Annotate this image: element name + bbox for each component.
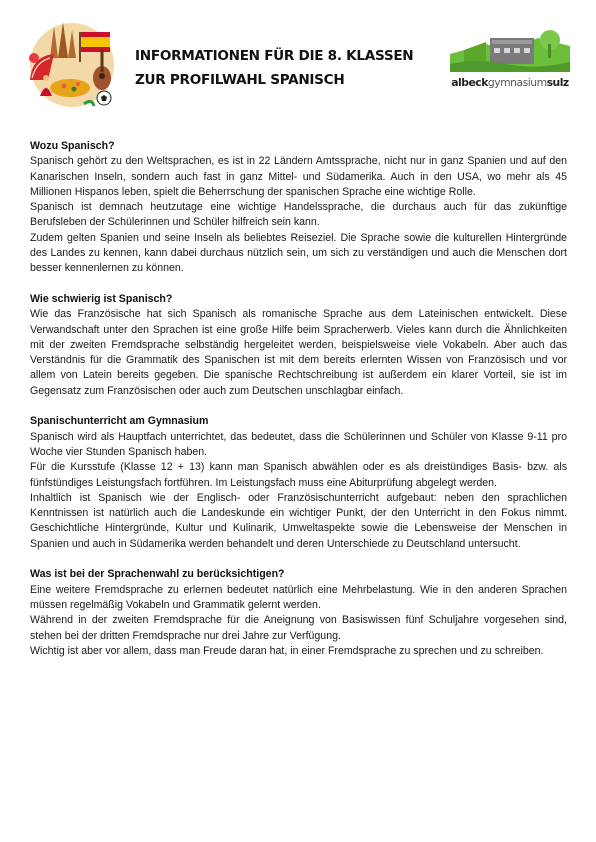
- paragraph: Wichtig ist aber vor allem, dass man Freude daran hat, in einer Fremdsprache zu sprechen und zu schreiben.: [30, 644, 544, 657]
- paragraph: Eine weitere Fremdsprache zu erlernen bedeutet natürlich eine Mehrbelastung. Wie in den anderen Sprachen müssen regelmäßig Vokabeln und Grammatik gelernt werden.: [30, 583, 567, 611]
- school-logo: [446, 24, 574, 92]
- section-heading: Spanischunterricht am Gymnasium: [30, 415, 209, 428]
- section-heading: Wozu Spanisch?: [30, 140, 115, 152]
- title-block: [135, 44, 413, 92]
- page-title-line-1: INFORMATIONEN FÜR DIE 8. KLASSEN: [135, 48, 414, 64]
- paragraph: Spanisch gehört zu den Weltsprachen, es ist in 22 Ländern Amtssprache, nicht nur in ganz Spanien und auf den Kanarischen Inseln, sondern auch fast in ganz Mittel- und Südamerika. Auch in den USA, wo mehr als 45 Millionen Hispanos leben, spielt die Beherrschung der spanischen Sprache eine wichtige Rolle.: [30, 155, 567, 198]
- school-logo-text: [446, 76, 574, 89]
- section-wie-schwierig: [30, 292, 567, 399]
- spain-clipart-image: [22, 18, 122, 110]
- document-body: [30, 139, 567, 674]
- paragraph: Wie das Französische hat sich Spanisch als romanische Sprache aus dem Lateinischen entwickelt. Diese Verwandschaft unter den Sprachen ist eine große Hilfe beim Spracherwerb. Vieles kann durch die Ähnlichkeiten mit der zweiten Fremdsprache selbständig hergeleitet werden, beispielsweise viele Vokabeln. Aber auch das Verständnis für die Grammatik des Spanischen ist mit dem bereits erlernten Wissen von Französisch und vor allem von Latein bereits gegeben. Die spanische Rechtschreibung ist außerdem ein klarer Vorteil, sie ist im Gegensatz zum Französischen oder auch zum Deutschen unschlagbar einfach.: [30, 308, 567, 397]
- paragraph: Während in der zweiten Fremdsprache für die Aneignung von Basiswissen fünf Schuljahre vorgesehen sind, stehen bei der dritten Fremdsprache nur drei Jahre zur Verfügung.: [30, 614, 567, 642]
- section-heading: Wie schwierig ist Spanisch?: [30, 292, 173, 305]
- logo-text-sulz: sulz: [546, 76, 569, 89]
- section-heading: Was ist bei der Sprachenwahl zu berücksichtigen?: [30, 568, 285, 581]
- page-title-line-2: ZUR PROFILWAHL SPANISCH: [135, 72, 345, 88]
- paragraph: Zudem gelten Spanien und seine Inseln als beliebtes Reiseziel. Die Sprache sowie die kulturellen Hintergründe des Landes zu kennen, kann dabei durchaus nützlich sein, um sich zu verständigen und auch die Menschen dort besser kennenlernen zu können.: [30, 231, 567, 275]
- section-sprachenwahl: [30, 567, 567, 659]
- logo-text-gymnasium: gymnasium: [487, 76, 547, 89]
- school-logo-graphic: [446, 24, 574, 74]
- section-spanischunterricht: [30, 414, 567, 552]
- paragraph: Spanisch wird als Hauptfach unterrichtet, das bedeutet, dass die Schülerinnen und Schüler von Klasse 9-11 pro Woche vier Stunden Spanisch haben.: [30, 430, 567, 458]
- logo-text-albeck: albeck: [451, 76, 488, 89]
- section-wozu-spanisch: [30, 139, 567, 277]
- paragraph: Für die Kursstufe (Klasse 12 + 13) kann man Spanisch abwählen oder es als dreistündiges Basis- bzw. als fünfstündiges Leistungsfach fortführen. Im Leistungsfach muss eine Abiturprüfung abgelegt werden.: [30, 461, 567, 489]
- paragraph: Spanisch ist demnach heutzutage eine wichtige Handelssprache, die durchaus auch für das zukünftige Berufsleben der Schülerinnen und Schüler hilfreich sein kann.: [30, 201, 567, 229]
- paragraph: Inhaltlich ist Spanisch wie der Englisch- oder Französischunterricht aufgebaut: neben den sprachlichen Kenntnissen ist natürlich auch die Landeskunde ein wichtiger Punkt, der den Unterricht in den Fokus nimmt. Geschichtliche Hintergründe, Kultur und Kulinarik, Umweltaspekte sowie die Lebensweise der Menschen in Spanien und auch in Südamerika werden behandelt und deren Unterschiede zu Deutschland untersucht.: [30, 491, 567, 550]
